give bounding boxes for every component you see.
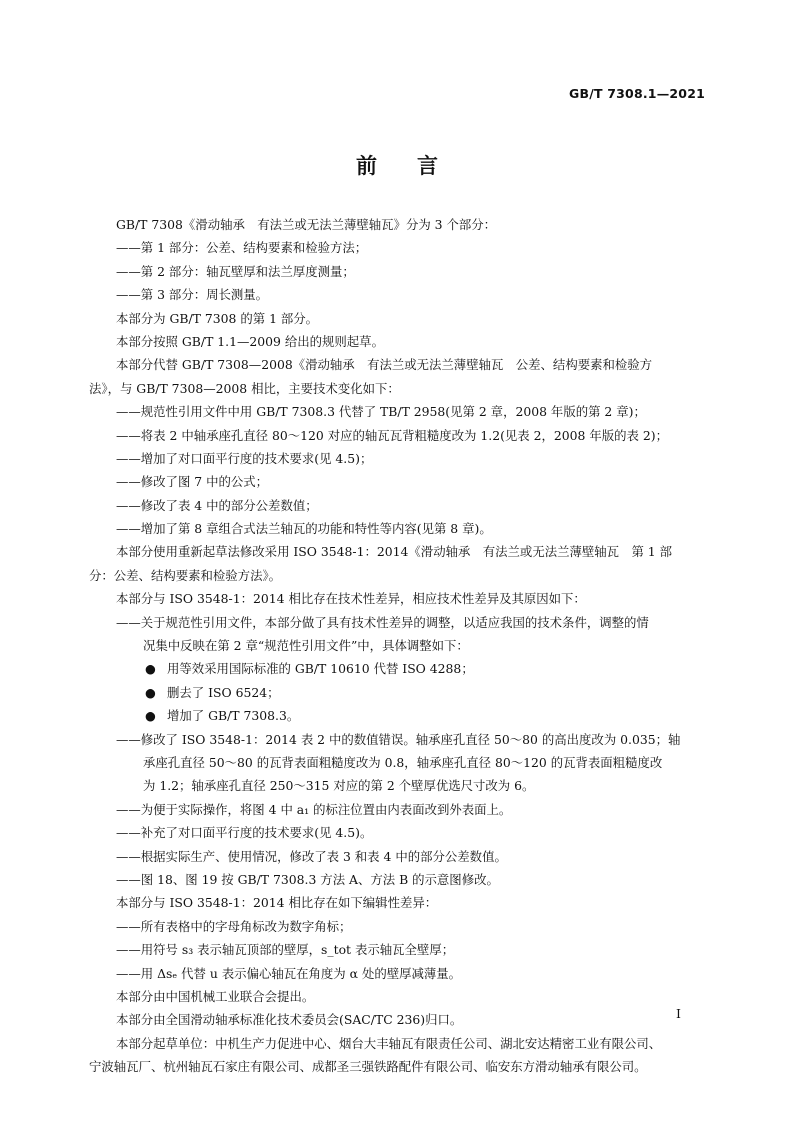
bullet-icon: ●	[145, 661, 156, 677]
text-line: ——将表 2 中轴承座孔直径 80～120 对应的轴瓦瓦背粗糙度改为 1.2(见表 2，2008 年版的表 2)；	[116, 427, 668, 443]
text-line: ——为便于实际操作，将图 4 中 a₁ 的标注位置由内表面改到外表面上。	[116, 801, 512, 817]
text-line: ——第 3 部分：周长测量。	[116, 287, 269, 303]
text-line: 分：公差、结构要素和检验方法》。	[89, 567, 282, 583]
text-line: ——所有表格中的字母角标改为数字角标；	[116, 918, 352, 934]
bullet-item	[89, 681, 707, 704]
bullet-item	[89, 704, 707, 727]
text-line: ——修改了图 7 中的公式；	[116, 474, 269, 490]
text-line: ——用符号 s₃ 表示轴瓦顶部的壁厚，s_tot 表示轴瓦全壁厚；	[116, 942, 455, 958]
bullet-icon: ●	[145, 708, 156, 724]
text-line: 本部分使用重新起草法修改采用 ISO 3548-1：2014《滑动轴承 有法兰或无法兰薄壁轴瓦 第 1 部	[116, 544, 672, 560]
standard-number: GB/T 7308.1—2021	[569, 86, 705, 101]
text-line: ——第 1 部分：公差、结构要素和检验方法；	[116, 240, 368, 256]
text-line: 本部分代替 GB/T 7308—2008《滑动轴承 有法兰或无法兰薄壁轴瓦 公差、结构要素和检验方	[116, 357, 653, 373]
text-line: 宁波轴瓦厂、杭州轴瓦石家庄有限公司、成都圣三强铁路配件有限公司、临安东方滑动轴承有限公司。	[89, 1059, 647, 1075]
document-body	[89, 213, 707, 1078]
text-line: 本部分由全国滑动轴承标准化技术委员会(SAC/TC 236)归口。	[116, 1012, 463, 1028]
bullet-icon: ●	[145, 684, 156, 700]
bullet-text: 增加了 GB/T 7308.3。	[167, 708, 300, 724]
page-number: I	[676, 1006, 681, 1021]
bullet-text: 删去了 ISO 6524；	[167, 684, 280, 700]
text-line: ——修改了 ISO 3548-1：2014 表 2 中的数值错误。轴承座孔直径 50～80 的高出度改为 0.035；轴	[116, 731, 681, 747]
text-line: 承座孔直径 50～80 的瓦背表面粗糙度改为 0.8，轴承座孔直径 80～120 的瓦背表面粗糙度改	[143, 754, 663, 770]
text-line: 本部分与 ISO 3548-1：2014 相比存在如下编辑性差异：	[116, 895, 438, 911]
text-line: ——关于规范性引用文件，本部分做了具有技术性差异的调整，以适应我国的技术条件，调整的情	[116, 614, 649, 630]
text-line: ——用 Δsₑ 代替 u 表示偏心轴瓦在角度为 α 处的壁厚减薄量。	[116, 965, 462, 981]
text-line: ——根据实际生产、使用情况，修改了表 3 和表 4 中的部分公差数值。	[116, 848, 507, 864]
text-line: ——规范性引用文件中用 GB/T 7308.3 代替了 TB/T 2958(见第 2 章，2008 年版的第 2 章)；	[116, 404, 646, 420]
text-line: 本部分为 GB/T 7308 的第 1 部分。	[116, 310, 319, 326]
text-line: 本部分起草单位：中机生产力促进中心、烟台大丰轴瓦有限责任公司、湖北安达精密工业有限公司、	[116, 1035, 662, 1051]
text-line: 本部分与 ISO 3548-1：2014 相比存在技术性差异，相应技术性差异及其原因如下：	[116, 591, 586, 607]
text-line: ——修改了表 4 中的部分公差数值；	[116, 497, 318, 513]
text-line: 况集中反映在第 2 章“规范性引用文件”中，具体调整如下：	[143, 638, 469, 654]
text-line: ——增加了对口面平行度的技术要求(见 4.5)；	[116, 450, 373, 466]
text-line: 法》，与 GB/T 7308—2008 相比，主要技术变化如下：	[89, 380, 400, 396]
text-line: 为 1.2；轴承座孔直径 250～315 对应的第 2 个壁厚优选尺寸改为 6。	[143, 778, 535, 794]
page-title: 前言	[356, 154, 478, 178]
bullet-item	[89, 657, 707, 680]
text-line: ——第 2 部分：轴瓦壁厚和法兰厚度测量；	[116, 263, 355, 279]
text-line: 本部分由中国机械工业联合会提出。	[116, 988, 315, 1004]
bullet-text: 用等效采用国际标准的 GB/T 10610 代替 ISO 4288；	[167, 661, 474, 677]
text-line: ——补充了对口面平行度的技术要求(见 4.5)。	[116, 825, 373, 841]
text-line: 本部分按照 GB/T 1.1—2009 给出的规则起草。	[116, 333, 384, 349]
text-line: ——增加了第 8 章组合式法兰轴瓦的功能和特性等内容(见第 8 章)。	[116, 521, 492, 537]
text-line: ——图 18、图 19 按 GB/T 7308.3 方法 A、方法 B 的示意图修改。	[116, 871, 499, 887]
text-line: GB/T 7308《滑动轴承 有法兰或无法兰薄壁轴瓦》分为 3 个部分：	[116, 217, 497, 232]
